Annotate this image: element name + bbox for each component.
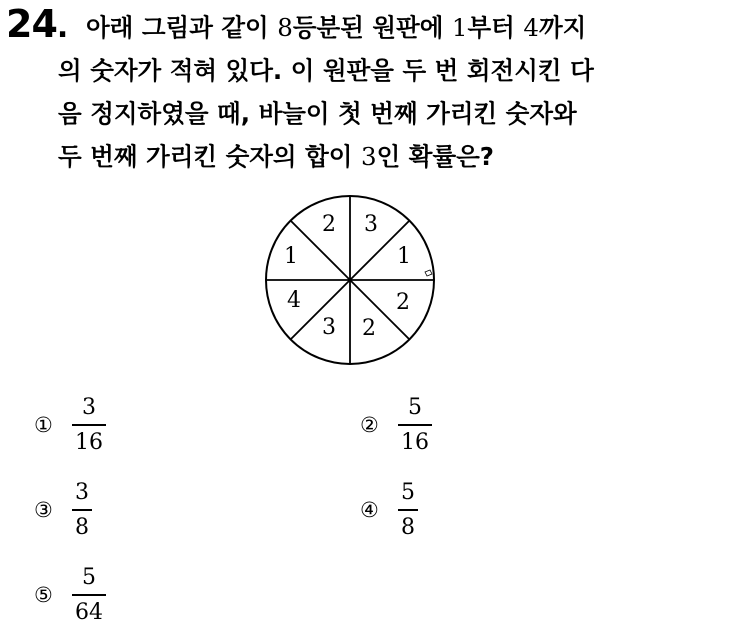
sector-label: 2 (362, 316, 376, 341)
choice-fraction (72, 479, 92, 542)
fraction-bar (72, 509, 92, 511)
sector-label: 3 (322, 315, 336, 340)
choice-marker: ③ (34, 498, 53, 523)
sector-label: 1 (284, 244, 298, 269)
choice-marker: ⑤ (34, 583, 53, 608)
fraction-bar (72, 594, 106, 596)
choice-5[interactable] (34, 564, 106, 627)
question-line-4: 두 번째 가리킨 숫자의 합이 3인 확률은? (58, 142, 494, 171)
needle-icon (425, 270, 432, 276)
choice-fraction (72, 564, 106, 627)
fraction-bar (72, 424, 106, 426)
question-line-1: 아래 그림과 같이 8등분된 원판에 1부터 4까지 (86, 13, 587, 42)
question-line-3: 음 정지하였을 때, 바늘이 첫 번째 가리킨 숫자와 (58, 99, 577, 128)
spinner-wheel (262, 192, 438, 368)
choice-fraction (72, 394, 106, 457)
choice-fraction (398, 394, 432, 457)
choice-3[interactable] (34, 479, 92, 542)
question-line-2: 의 숫자가 적혀 있다. 이 원판을 두 번 회전시킨 다 (58, 56, 594, 85)
choice-marker: ② (360, 413, 379, 438)
numerator: 3 (82, 395, 96, 420)
numerator: 5 (408, 395, 422, 420)
choice-2[interactable] (360, 394, 432, 457)
denominator: 8 (401, 514, 415, 540)
sector-label: 2 (396, 290, 410, 315)
choice-marker: ① (34, 413, 53, 438)
question-number: 24. (6, 2, 68, 46)
sector-label: 3 (364, 212, 378, 237)
denominator: 8 (75, 514, 89, 540)
sector-label: 2 (322, 212, 336, 237)
choice-1[interactable] (34, 394, 106, 457)
denominator: 16 (401, 429, 429, 455)
wheel-center (349, 279, 352, 282)
sector-label: 1 (397, 244, 411, 269)
numerator: 5 (401, 480, 415, 505)
choice-4[interactable] (360, 479, 418, 542)
numerator: 5 (82, 565, 96, 590)
denominator: 16 (75, 429, 103, 455)
denominator: 64 (75, 599, 103, 625)
numerator: 3 (75, 480, 89, 505)
fraction-bar (398, 424, 432, 426)
choice-fraction (398, 479, 418, 542)
choice-marker: ④ (360, 498, 379, 523)
fraction-bar (398, 509, 418, 511)
sector-label: 4 (287, 288, 301, 313)
